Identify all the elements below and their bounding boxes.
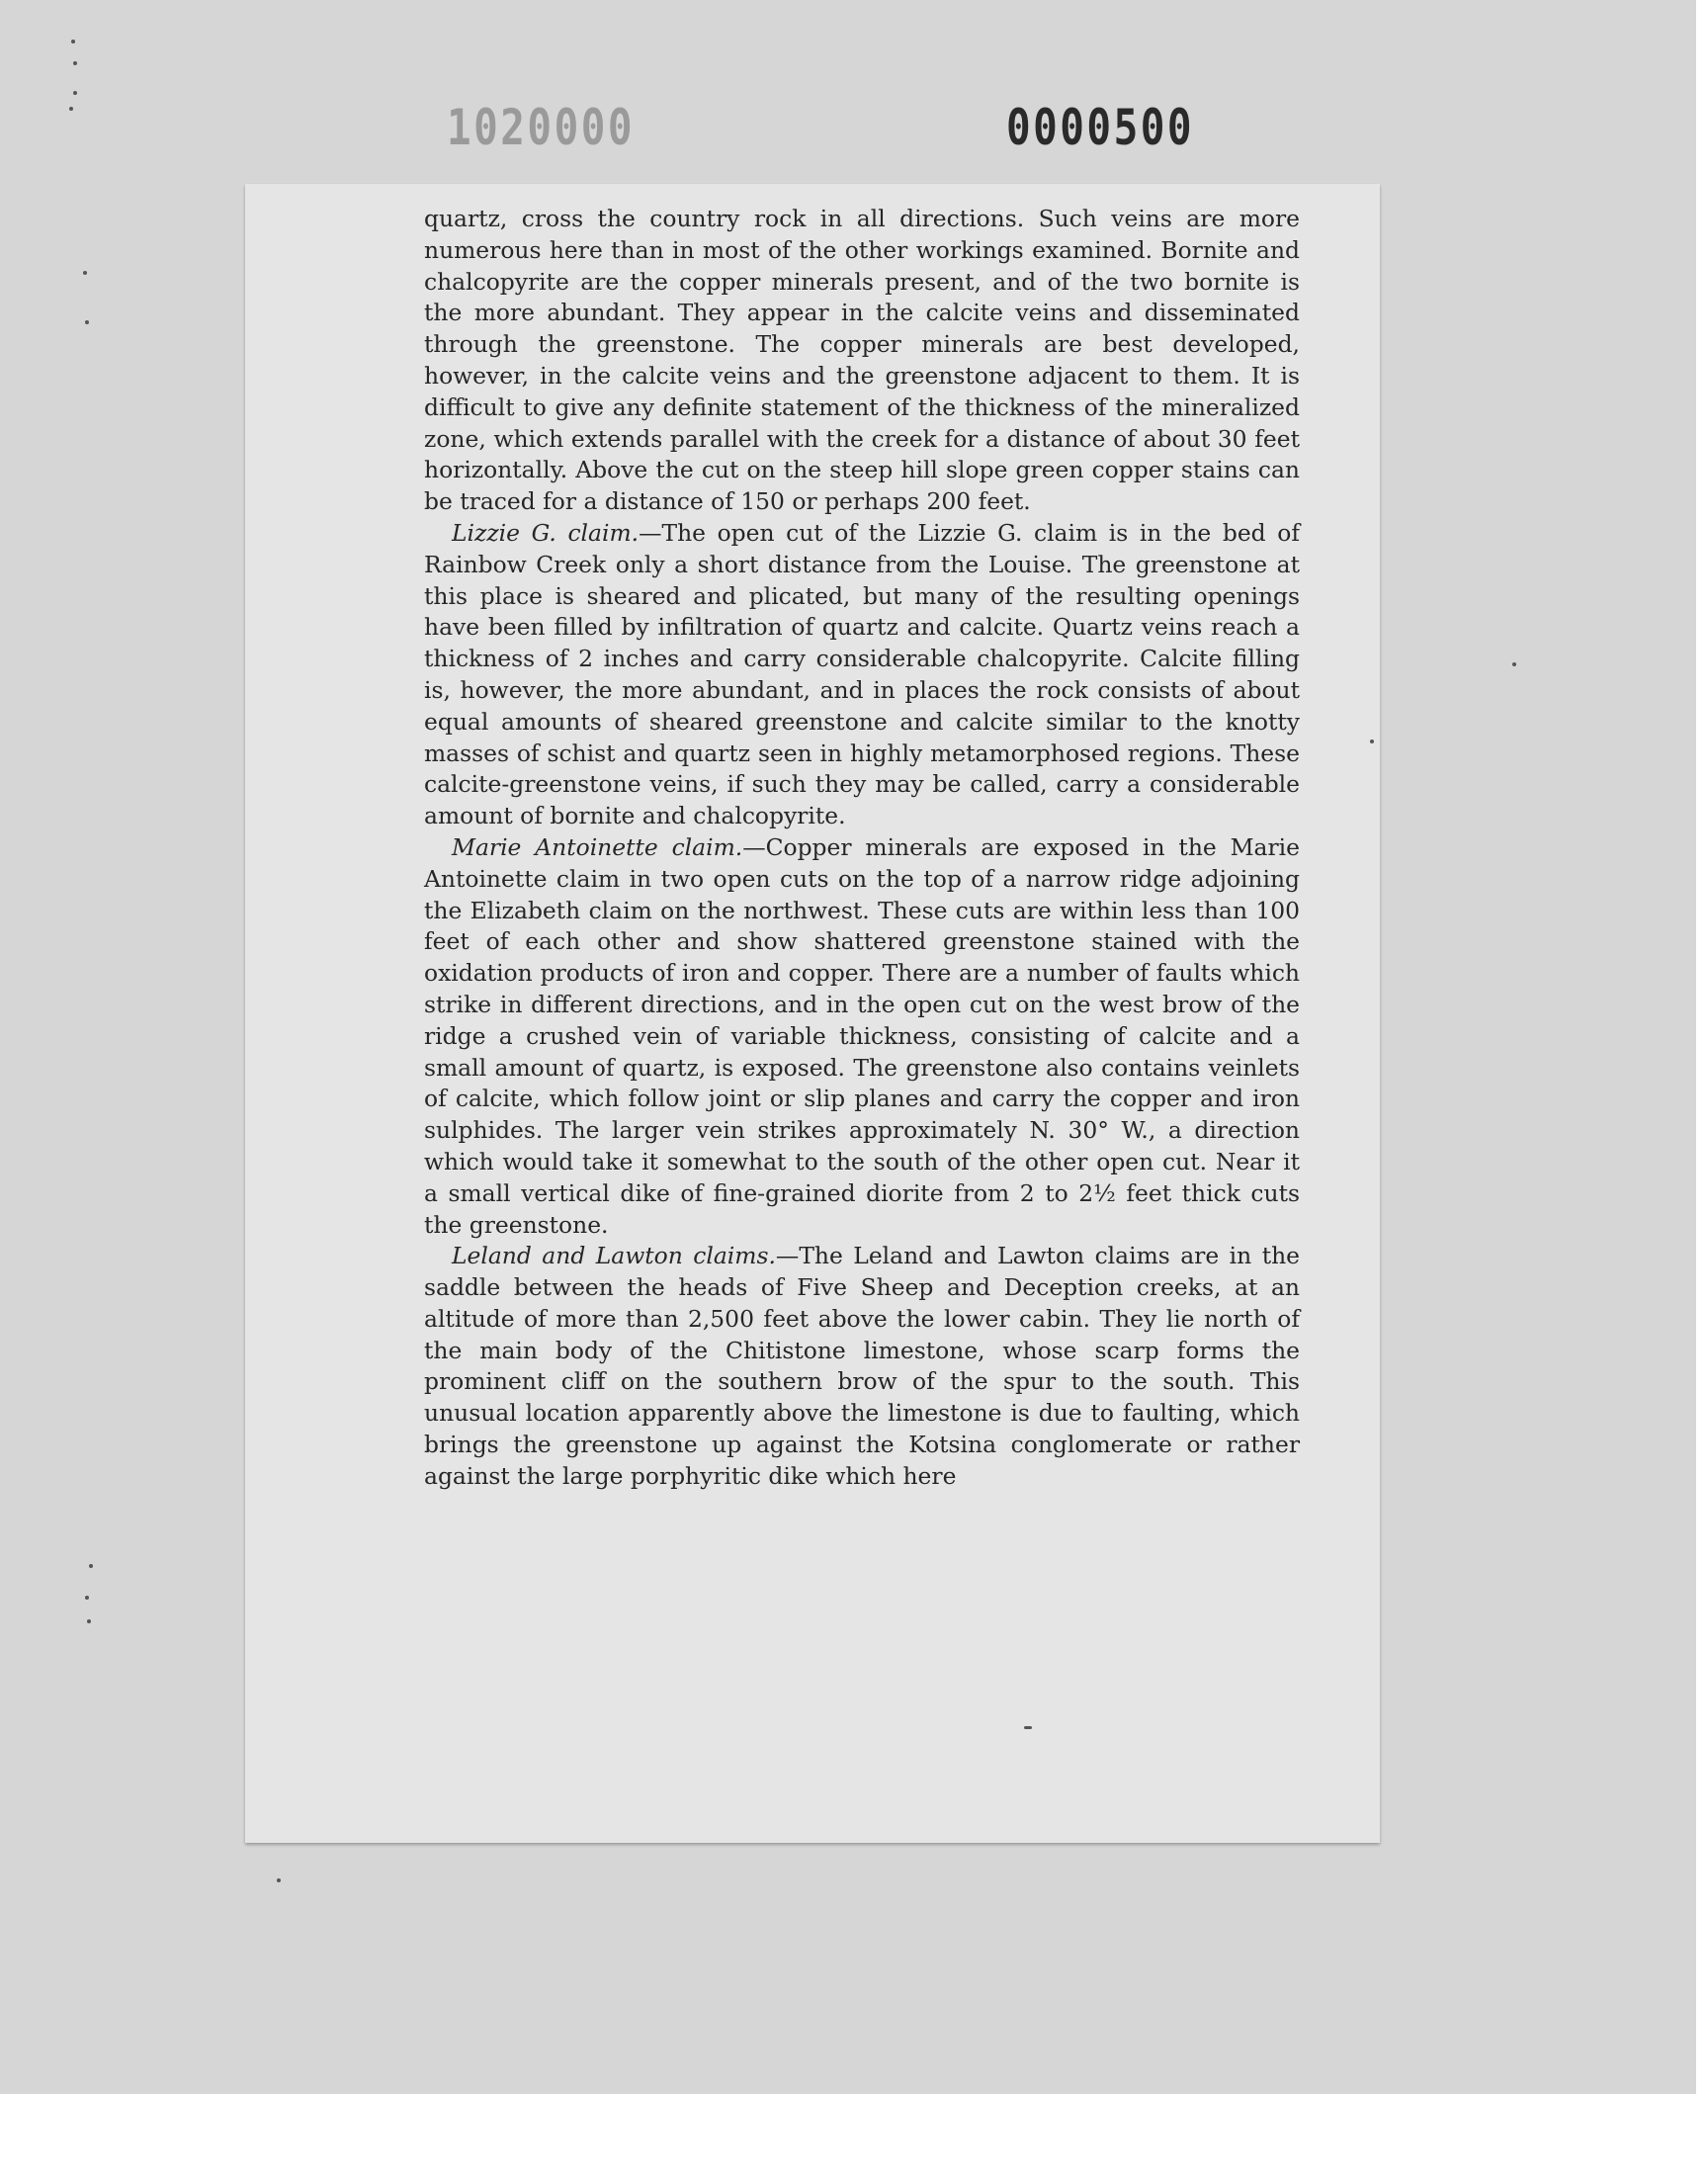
scan-speck (89, 1564, 93, 1568)
scan-speck (69, 107, 73, 111)
paragraph-leland-lawton-claims (424, 1241, 1300, 1492)
claim-heading: Lizzie G. claim. (452, 518, 640, 547)
scan-speck (1512, 662, 1516, 666)
scan-speck (73, 61, 77, 65)
paragraph-marie-antoinette-text: —Copper minerals are exposed in the Marie Antoinette claim in two open cuts on the top of a narrow ridge adjoining the Elizabeth claim on the northwest. These cuts are within less than 100 feet of each other and show shattered greenstone stained with the oxidation products of iron and copper. There are a number of faults which strike in different directions, and in the open cut on the west brow of the ridge a crushed vein of variable thickness, consisting of calcite and a small amount of quartz, is exposed. The greenstone also contains veinlets of calcite, which follow joint or slip planes and carry the copper and iron sulphides. The larger vein strikes approximately N. 30° W., a direction which would take it somewhat to the south of the other open cut. Near it a small vertical dike of fine-grained diorite from 2 to 2½ feet thick cuts the greenstone. (424, 832, 1300, 1239)
paragraph-marie-antoinette-claim (424, 832, 1300, 1241)
stamp-number-right: 0000500 (1006, 99, 1195, 156)
body-text (424, 204, 1300, 1493)
stamp-number-left: 1020000 (447, 99, 636, 156)
paragraph-leland-lawton-text: —The Leland and Lawton claims are in the saddle between the heads of Five Sheep and Deception creeks, at an altitude of more than 2,500 feet above the lower cabin. They lie north of the main body of the Chitistone limestone, whose scarp forms the prominent cliff on the southern brow of the spur to the south. This unusual location apparently above the limestone is due to faulting, which brings the greenstone up against the Kotsina conglomerate or rather against the large porphyritic dike which here (424, 1242, 1300, 1490)
scan-speck (73, 91, 77, 95)
scan-speck (1024, 1726, 1032, 1729)
claim-heading: Leland and Lawton claims. (452, 1242, 776, 1270)
scan-speck (277, 1878, 281, 1882)
scan-speck (1370, 740, 1374, 743)
paragraph-veins-text: quartz, cross the country rock in all directions. Such veins are more numerous here than in most of the other workings examined. Bornite and chalcopyrite are the copper minerals present, and of the two bornite is the more abundant. They appear in the calcite veins and disseminated through the greenstone. The copper minerals are best developed, however, in the calcite veins and the greenstone adjacent to them. It is difficult to give any definite statement of the thickness of the mineralized zone, which extends parallel with the creek for a distance of about 30 feet horizontally. Above the cut on the steep hill slope green copper stains can be traced for a distance of 150 or perhaps 200 feet. (424, 205, 1300, 516)
document-page (245, 184, 1380, 1843)
scan-speck (83, 271, 87, 275)
scan-speck (85, 320, 89, 324)
scan-speck (85, 1596, 89, 1600)
paragraph-veins (424, 204, 1300, 518)
paragraph-lizzie-g-claim (424, 518, 1300, 832)
paragraph-lizzie-g-text: —The open cut of the Lizzie G. claim is in the bed of Rainbow Creek only a short distance from the Louise. The greenstone at this place is sheared and plicated, but many of the resulting openings have been filled by infiltration of quartz and calcite. Quartz veins reach a thickness of 2 inches and carry considerable chalcopyrite. Calcite filling is, however, the more abundant, and in places the rock consists of about equal amounts of sheared greenstone and calcite similar to the knotty masses of schist and quartz seen in highly metamorphosed regions. These calcite-greenstone veins, if such they may be called, carry a considerable amount of bornite and chalcopyrite. (424, 518, 1300, 830)
claim-heading: Marie Antoinette claim. (452, 832, 743, 861)
scan-speck (87, 1619, 91, 1623)
scan-speck (71, 40, 75, 44)
